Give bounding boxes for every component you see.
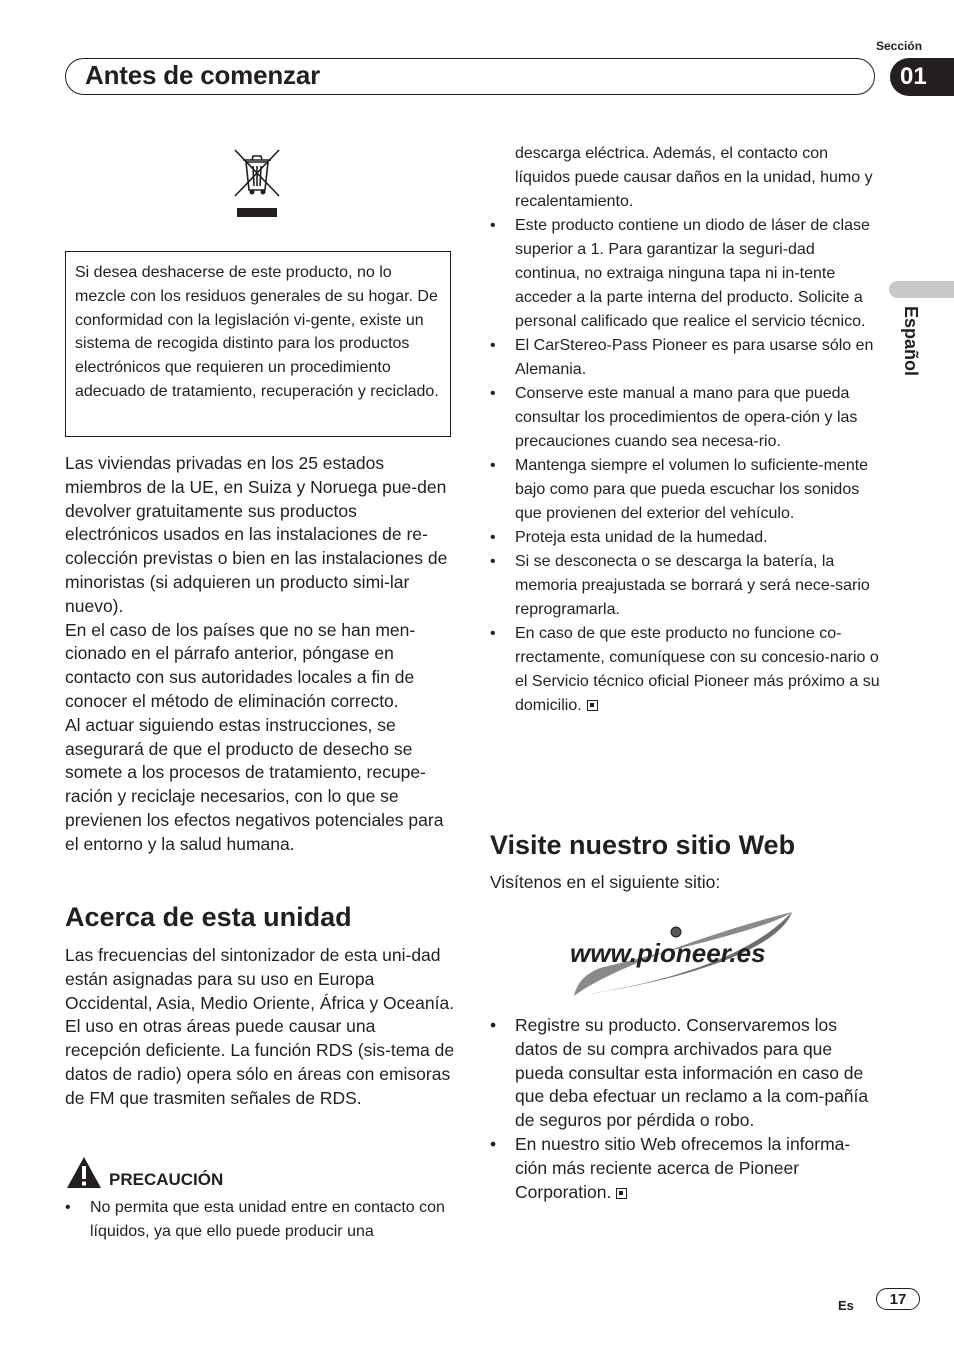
caution-list <box>65 1196 455 1244</box>
recycling-notice-box <box>65 251 451 437</box>
list-item-text: Mantenga siempre el volumen lo suficiente-mente bajo como para que pueda escuchar los sonidos que provienen del exterior del vehículo. <box>515 457 869 522</box>
list-item: • En caso de que este producto no funcione co-rrectamente, comuníquese con su concesio-nario o el Servicio técnico oficial Pioneer más próximo a su domicilio. <box>490 625 880 714</box>
list-item-text: El CarStereo-Pass Pioneer es para usarse sólo en Alemania. <box>515 337 874 378</box>
precautions-list <box>490 214 880 718</box>
list-item: • En nuestro sitio Web ofrecemos la informa-ción más reciente acerca de Pioneer Corporation. <box>490 1133 851 1202</box>
list-item: • No permita que esta unidad entre en contacto con líquidos, ya que ello puede producir una <box>65 1199 445 1240</box>
caution-title: PRECAUCIÓN <box>109 1170 224 1189</box>
footer-language-code: Es <box>838 1298 854 1313</box>
warning-triangle-icon <box>66 1156 102 1189</box>
paragraph-following-instructions: Al actuar siguiendo estas instrucciones, se asegurará de que el producto de desecho se somete a los procesos de tratamiento, recupe-ración y reciclaje necesarios, con lo que se previenen los efectos negativos potenciales para el entorno y la salud humana. <box>65 714 444 854</box>
list-item-text: Si se desconecta o se descarga la batería, la memoria preajustada se borrará y será nece-sario reprogramarla. <box>515 553 870 618</box>
website-benefits-list <box>490 1014 880 1204</box>
list-item-text: En caso de que este producto no funcione co-rrectamente, comuníquese con su concesio-nario o el Servicio técnico oficial Pioneer más próximo a su domicilio. <box>515 625 880 714</box>
list-item-text: Proteja esta unidad de la humedad. <box>515 529 768 546</box>
section-number-tab <box>890 58 954 96</box>
page-number <box>876 1288 920 1310</box>
page-number-text: 17 <box>889 1290 907 1308</box>
list-item: • Si se desconecta o se descarga la batería, la memoria preajustada se borrará y será nece-sario reprogramarla. <box>490 553 870 618</box>
paragraph-other-countries: En el caso de los países que no se han men-cionado en el párrafo anterior, póngase en contacto con sus autoridades locales a fin de conocer el método de eliminación correcto. <box>65 619 416 711</box>
list-item-text: Este producto contiene un diodo de láser de clase superior a 1. Para garantizar la seguri-dad continua, no extraiga ninguna tapa ni in-tente acceder a la parte interna del producto. Solicite a personal calificado que realice el servicio técnico. <box>515 217 870 330</box>
recycling-paragraphs <box>65 452 455 857</box>
language-tab-label: Español <box>901 306 921 377</box>
list-item: • Este producto contiene un diodo de láser de clase superior a 1. Para garantizar la seguri-dad continua, no extraiga ninguna tapa ni in-tente acceder a la parte interna del producto. Solicite a personal calificado que realice el servicio técnico. <box>490 217 870 330</box>
page-title: Antes de comenzar <box>85 60 321 90</box>
recycling-notice-text: Si desea deshacerse de este producto, no lo mezcle con los residuos generales de su hogar. De conformidad con la legislación vi-gente, existe un sistema de recogida distinto para los productos electrónicos que requieren un procedimiento adecuado de tratamiento, recuperación y reciclado. <box>75 264 439 400</box>
list-item: • Proteja esta unidad de la humedad. <box>490 529 768 546</box>
language-tab-marker <box>889 281 954 298</box>
paragraph-about-unit: Las frecuencias del sintonizador de esta uni-dad están asignadas para su uso en Europa Occidental, Asia, Medio Oriente, África y Oceanía. El uso en otras áreas puede causar una recepción deficiente. La función RDS (sis-tema de datos de radio) opera sólo en áreas con emisoras de FM que trasmiten señales de RDS. <box>65 945 455 1108</box>
caution-bullet-text: No permita que esta unidad entre en contacto con líquidos, ya que ello puede producir una <box>90 1199 445 1240</box>
heading-about-unit: Acerca de esta unidad <box>65 902 352 932</box>
crossed-bin-icon <box>232 148 282 220</box>
end-mark-icon <box>616 1188 627 1199</box>
list-item: • Conserve este manual a mano para que pueda consultar los procedimientos de opera-ción y las precauciones cuando sea necesa-rio. <box>490 385 858 450</box>
list-item: • Registre su producto. Conservaremos los datos de su compra archivados para que pueda consultar esta información en caso de que deba efectuar un reclamo a la com-pañía de seguros por pérdida o robo. <box>490 1015 869 1131</box>
list-item-text: Conserve este manual a mano para que pueda consultar los procedimientos de opera-ción y las precauciones cuando sea necesa-rio. <box>515 385 858 450</box>
paragraph-eu-return: Las viviendas privadas en los 25 estados miembros de la UE, en Suiza y Noruega pue-den devolver gratuitamente sus productos electrónicos usados en las instalaciones de re-colección previstas o bien en las instalaciones de minoristas (si adquieren un producto simi-lar nuevo). <box>65 453 448 616</box>
list-item-text: En nuestro sitio Web ofrecemos la informa-ción más reciente acerca de Pioneer Corporation. <box>515 1133 851 1202</box>
list-item-text: Registre su producto. Conservaremos los datos de su compra archivados para que pueda consultar esta información en caso de que deba efectuar un reclamo a la com-pañía de seguros por pérdida o robo. <box>515 1015 869 1131</box>
end-mark-icon <box>587 700 598 711</box>
list-item: • Mantenga siempre el volumen lo suficiente-mente bajo como para que pueda escuchar los sonidos que provienen del exterior del vehículo. <box>490 457 869 522</box>
section-label: Sección <box>876 39 923 53</box>
pioneer-website-logo <box>570 908 796 1002</box>
heading-visit-website: Visite nuestro sitio Web <box>490 830 796 860</box>
logo-url-text: www.pioneer.es <box>570 938 766 968</box>
caution-continuation: descarga eléctrica. Además, el contacto con líquidos puede causar daños en la unidad, humo y recalentamiento. <box>515 145 873 210</box>
section-number: 01 <box>900 63 927 90</box>
list-item: • El CarStereo-Pass Pioneer es para usarse sólo en Alemania. <box>490 337 874 378</box>
website-intro: Visítenos en el siguiente sitio: <box>490 872 721 892</box>
